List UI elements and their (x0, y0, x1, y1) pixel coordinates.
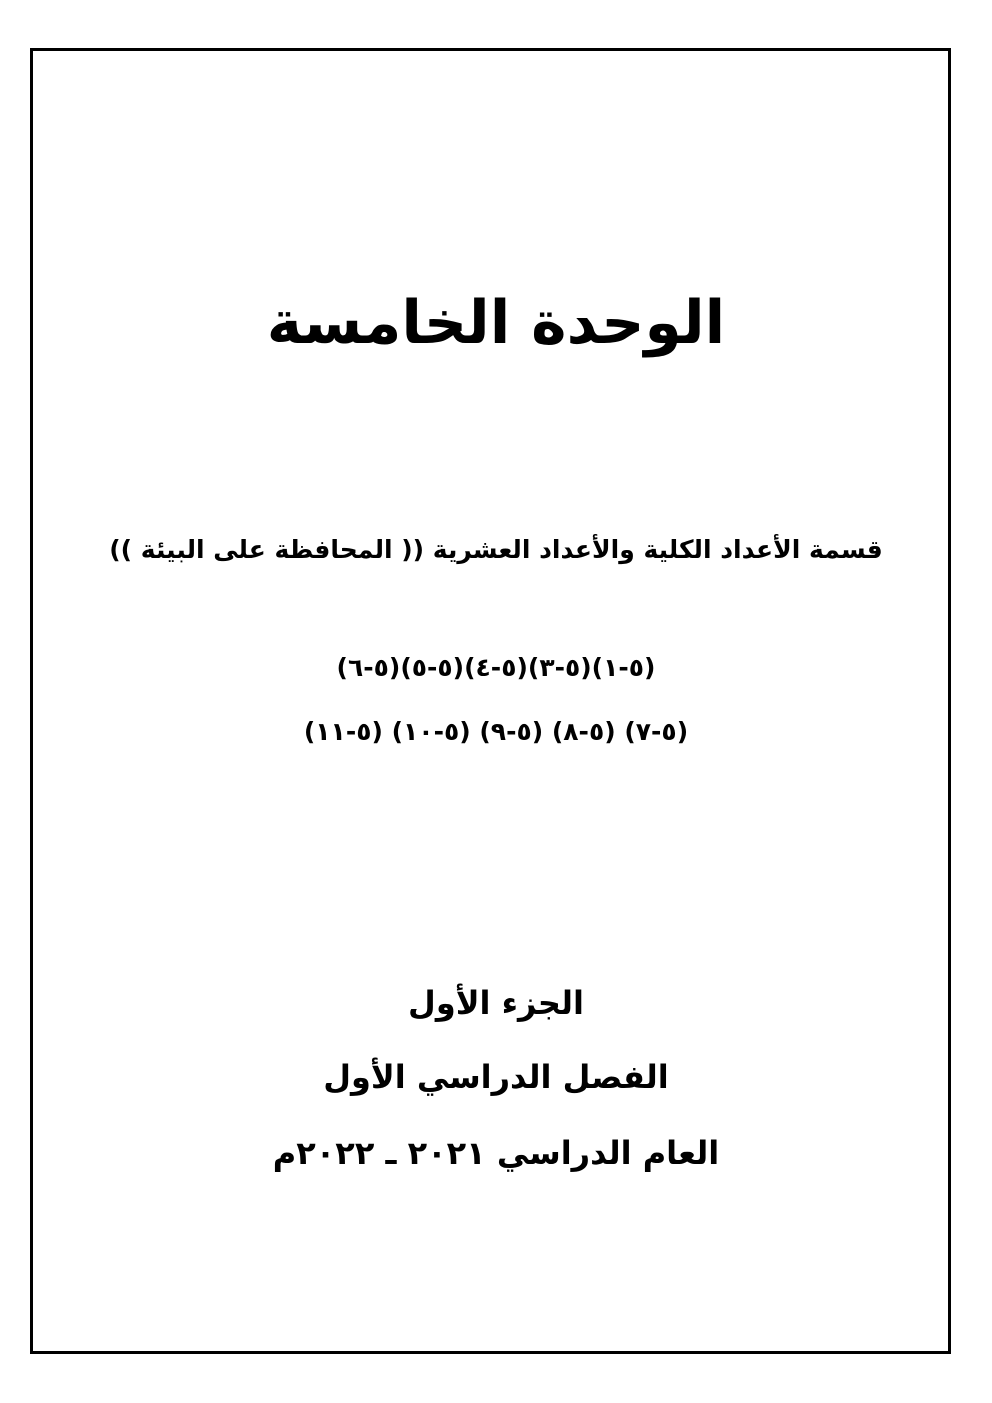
semester-label: الفصل الدراسي الأول (323, 1058, 669, 1096)
unit-subtitle: قسمة الأعداد الكلية والأعداد العشرية (( المحافظة على البيئة )) (109, 535, 883, 564)
part-label: الجزء الأول (408, 984, 584, 1022)
lessons-list-line-2: (٥-٧) (٥-٨) (٥-٩) (٥-١٠) (٥-١١) (303, 717, 689, 746)
lessons-list-line-1: (٥-١)(٥-٣)(٥-٤)(٥-٥)(٥-٦) (336, 653, 656, 682)
academic-year-label: العام الدراسي ٢٠٢١ ـ ٢٠٢٢م (272, 1134, 720, 1172)
unit-title: الوحدة الخامسة (266, 288, 726, 358)
